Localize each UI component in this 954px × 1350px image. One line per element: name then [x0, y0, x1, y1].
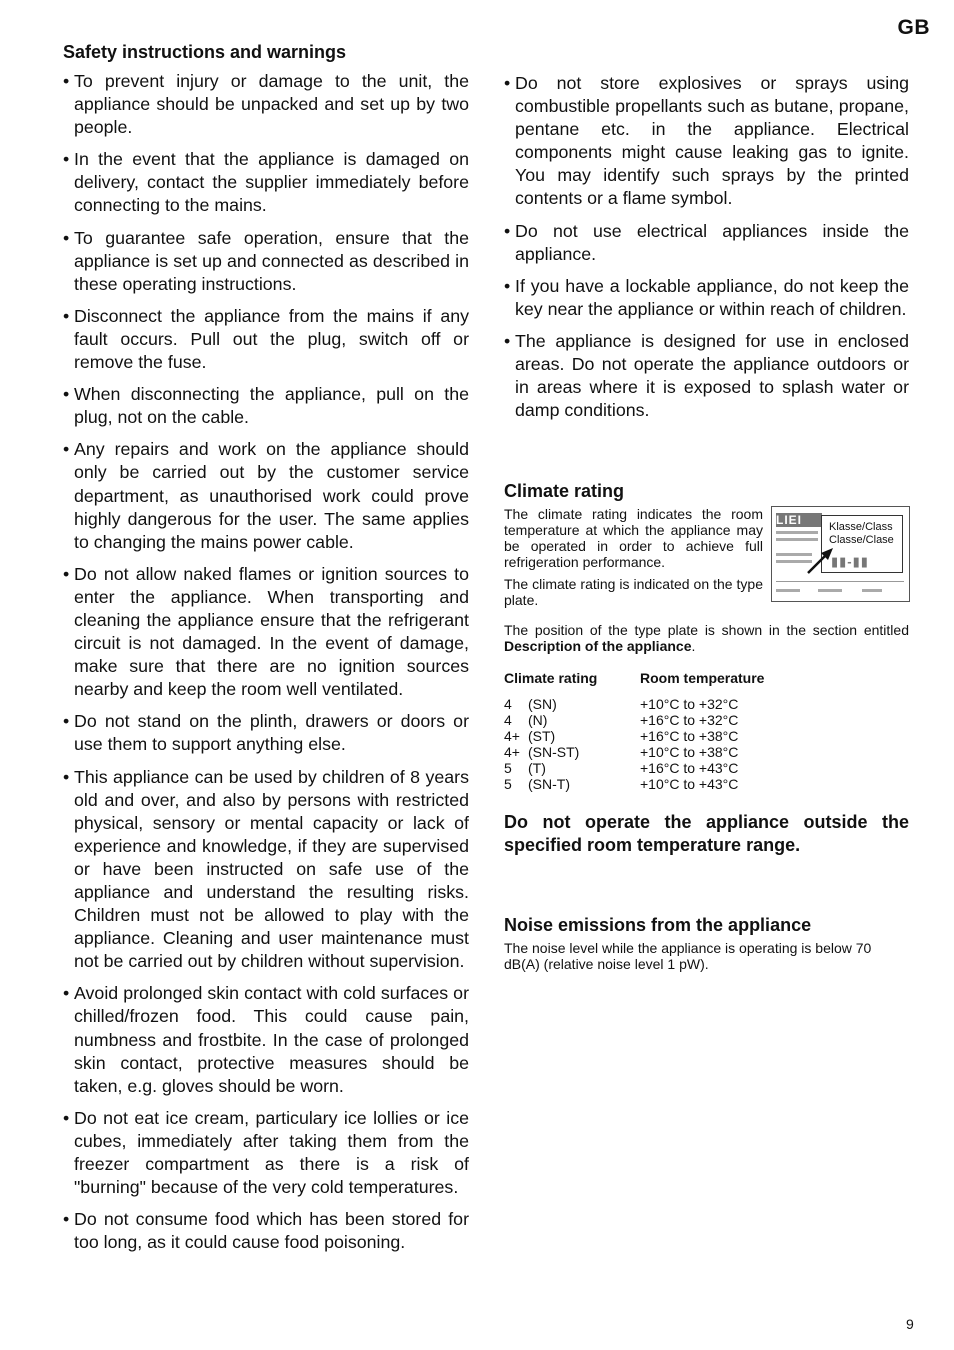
column-header-temperature: Room temperature	[640, 670, 765, 687]
safety-item: • When disconnecting the appliance, pull on the plug, not on the cable.	[63, 383, 469, 429]
table-row: 4+ (SN-ST) +10°C to +38°C	[504, 744, 739, 761]
safety-item: • Do not consume food which has been stored for too long, as it could cause food poisoning.	[63, 1208, 469, 1254]
table-row: 4 (SN) +10°C to +32°C	[504, 696, 739, 713]
type-plate-illustration	[771, 506, 910, 602]
climate-intro	[504, 506, 763, 608]
right-column	[504, 72, 909, 972]
safety-item: • The appliance is designed for use in enclosed areas. Do not operate the appliance outdoors or in areas where it is exposed to splash water or damp conditions.	[504, 330, 909, 422]
safety-list-right	[504, 72, 909, 422]
table-row: 5 (SN-T) +10°C to +43°C	[504, 776, 739, 793]
plate-line	[776, 531, 818, 534]
climate-section	[504, 480, 909, 857]
safety-item: • Any repairs and work on the appliance should only be carried out by the customer service department, as unauthorised work could prove highly dangerous for the user. The same applies to changing the mains power cable.	[63, 438, 469, 553]
plate-line	[776, 538, 818, 541]
section-reference: Description of the appliance	[504, 638, 692, 655]
plate-line	[862, 589, 882, 592]
safety-item: • Do not store explosives or sprays using combustible propellants such as butane, propane, pentane etc. in the appliance. Electrical components might cause leaking gas to ignite. You may identify such sprays by the printed contents or a flame symbol.	[504, 72, 909, 211]
safety-list-left	[63, 70, 469, 1254]
safety-item: • To guarantee safe operation, ensure that the appliance is set up and connected as described in these operating instructions.	[63, 227, 469, 296]
climate-rating-table	[504, 670, 764, 792]
safety-item: • Do not stand on the plinth, drawers or doors or use them to support anything else.	[63, 710, 469, 756]
table-row: 5 (T) +16°C to +43°C	[504, 760, 739, 777]
noise-text: The noise level while the appliance is operating is below 70 dB(A) (relative noise level 1 pW).	[504, 940, 872, 973]
climate-paragraph: The climate rating indicates the room temperature at which the appliance may be operated in order to achieve full refrigeration performance.	[504, 506, 763, 571]
noise-section	[504, 914, 909, 972]
page-number: 9	[906, 1316, 914, 1332]
plate-line	[776, 581, 904, 582]
safety-title: Safety instructions and warnings	[63, 42, 347, 62]
safety-item: • In the event that the appliance is damaged on delivery, contact the supplier immediately before connecting to the mains.	[63, 148, 469, 217]
type-plate-position-note: The position of the type plate is shown in the section entitled Description of the appliance.	[504, 622, 909, 655]
safety-item: • Do not use electrical appliances inside the appliance.	[504, 220, 909, 266]
left-column	[63, 40, 469, 1263]
table-row: 4+ (ST) +16°C to +38°C	[504, 728, 739, 745]
noise-title: Noise emissions from the appliance	[504, 915, 812, 936]
climate-title: Climate rating	[504, 481, 625, 502]
plate-line	[818, 589, 842, 592]
temperature-warning: Do not operate the appliance outside the specified room temperature range.	[504, 812, 909, 856]
safety-item: • Avoid prolonged skin contact with cold surfaces or chilled/frozen food. This could cause pain, numbness and frostbite. In the case of prolonged skin contact, protective measures should be taken, e.g. gloves should be worn.	[63, 982, 469, 1097]
safety-item: • To prevent injury or damage to the unit, the appliance should be unpacked and set up by two people.	[63, 70, 469, 139]
climate-class-code: ▮▮-▮▮	[831, 554, 869, 570]
brand-logo: LIEI	[776, 513, 822, 527]
climate-paragraph: The climate rating is indicated on the type plate.	[504, 576, 763, 609]
safety-item: • If you have a lockable appliance, do not keep the key near the appliance or within reach of children.	[504, 275, 909, 321]
language-tag: GB	[897, 16, 930, 39]
climate-class-label: Klasse/Class Classe/Clase	[829, 521, 894, 547]
safety-item: • This appliance can be used by children of 8 years old and over, and also by persons with restricted physical, sensory or mental capacity or lack of experience and knowledge, if they are supervised or have been instructed on safe use of the appliance and understand the resulting risks. Children must not be allowed to play with the appliance. Cleaning and user maintenance must not be carried out by children without supervision.	[63, 766, 469, 974]
plate-line	[776, 589, 800, 592]
safety-item: • Do not allow naked flames or ignition sources to enter the appliance. When transporting and cleaning the appliance ensure that the refrigerant circuit is not damaged. In the event of damage, make sure that there are no ignition sources nearby and keep the room well ventilated.	[63, 563, 469, 702]
pointer-arrow-icon	[806, 545, 836, 575]
table-row: 4 (N) +16°C to +32°C	[504, 712, 739, 729]
safety-item: • Disconnect the appliance from the mains if any fault occurs. Pull out the plug, switch off or remove the fuse.	[63, 305, 469, 374]
column-header-rating: Climate rating	[504, 670, 598, 687]
safety-item: • Do not eat ice cream, particulary ice lollies or ice cubes, immediately after taking them from the freezer compartment as there is a risk of "burning" because of the very cold temperatures.	[63, 1107, 469, 1199]
